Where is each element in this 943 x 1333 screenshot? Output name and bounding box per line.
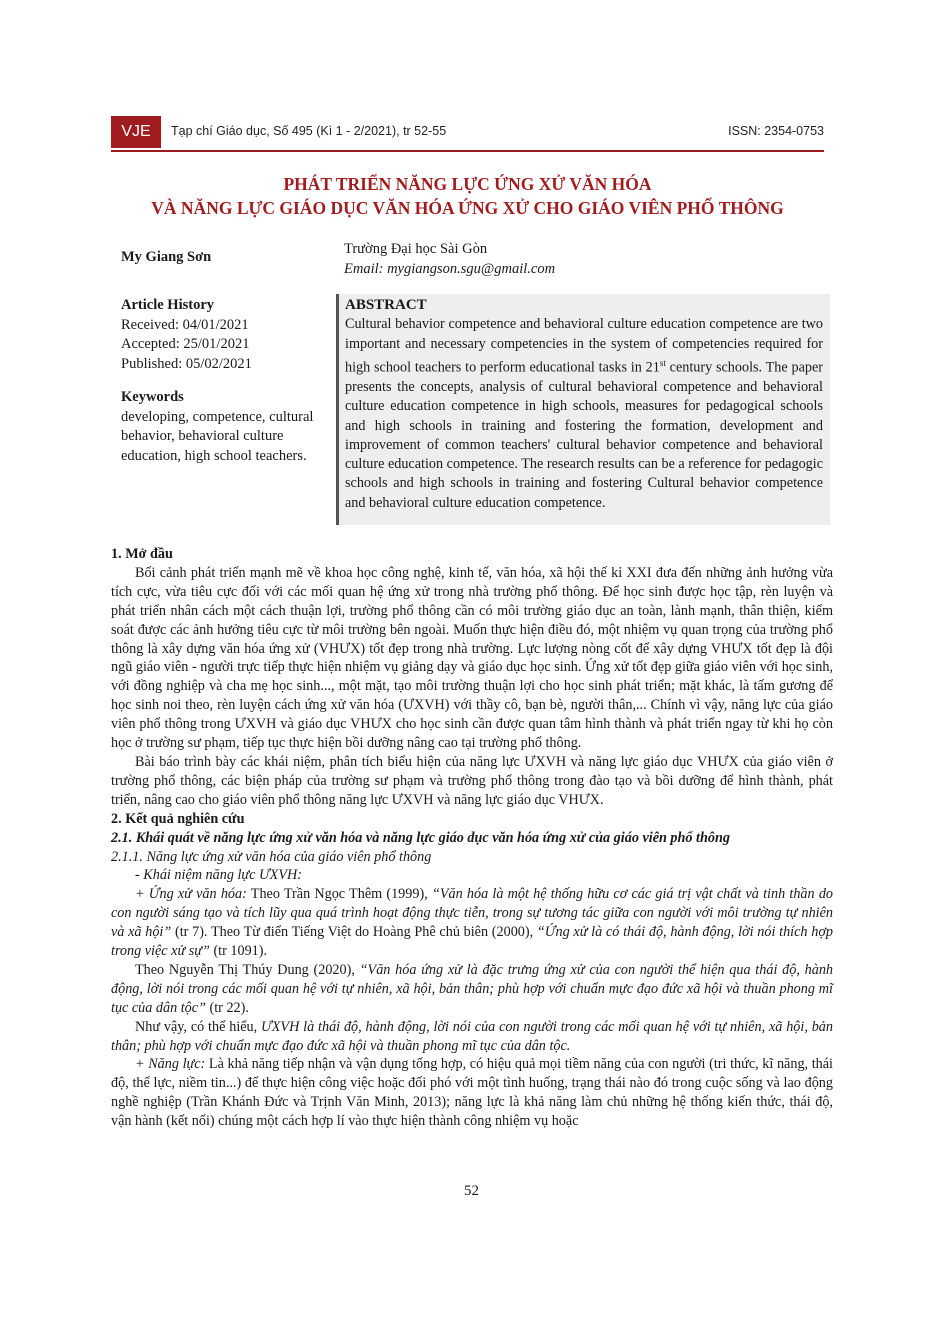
accepted-date: Accepted: 25/01/2021: [121, 336, 250, 352]
quote: “Ứng xử là có thái độ, hành động, lời nói thích hợp trong việc xử sự”: [111, 924, 833, 960]
subsection-heading: 2.1. Khái quát về năng lực ứng xử văn hóa và năng lực giáo dục văn hóa ứng xử của giáo viên phổ thông: [111, 829, 730, 846]
text: (tr 7). Theo Từ điển Tiếng Việt do Hoàng Phê chủ biên (2000),: [171, 924, 537, 941]
section-results-heading: 2. Kết quả nghiên cứu: [111, 810, 245, 827]
quote: “Văn hóa là một hệ thống hữu cơ các giá trị vật chất và tinh thần do con người sáng tạo và tích lũy qua quá trình hoạt động thực tiễn, trong sự tương tác giữa con người với môi trường tự nhiên và xã hội”: [111, 886, 834, 941]
page-header: [111, 116, 824, 150]
page-number: 52: [464, 1183, 479, 1199]
text: Là khả năng tiếp nhận và vận dụng tổng hợp, có hiệu quả mọi tiềm năng của con người (tri thức, kĩ năng, thái độ, thể lực, niềm tin...) để thực hiện công việc hoặc đối phó với một tình huống, trạng thái nào đó trong cuộc sống và lao động nghề nghiệp (Trần Khánh Đức và Trịnh Văn Minh, 2013); năng lực là khả năng làm chủ những hệ thống kiến thức, thái độ, vận hành (kết nối) chúng một cách hợp lí vào thực hiện thành công nhiệm vụ hoặc: [111, 1056, 833, 1130]
text: Theo Trần Ngọc Thêm (1999),: [246, 886, 432, 903]
article-body: [111, 545, 833, 1131]
text: Theo Nguyễn Thị Thúy Dung (2020),: [135, 961, 360, 978]
concept-line: - Khái niệm năng lực ƯXVH:: [135, 867, 302, 884]
section-intro-heading: 1. Mở đầu: [111, 546, 173, 562]
title-line-1: PHÁT TRIỂN NĂNG LỰC ỨNG XỬ VĂN HÓA: [283, 174, 652, 194]
paragraph: [111, 1055, 833, 1131]
abstract-text-b: century schools. The paper presents the concepts, analysis of cultural behavioral competence and behavioral culture education competence in high schools, measures for pedagogical schools and high schools in training and fostering the formation, development and improvement of common teachers' cultural behavior competence and behavioral culture education competence. The research results can be a reference for pedagogic schools and high schools in training and fostering Cultural behavior competence and behavioral culture education competence.: [345, 359, 823, 511]
journal-citation: Tạp chí Giáo dục, Số 495 (Kì 1 - 2/2021), tr 52-55: [171, 124, 447, 138]
published-date: Published: 05/02/2021: [121, 355, 252, 372]
abstract-sup: st: [659, 357, 666, 368]
journal-issn: ISSN: 2354-0753: [728, 124, 824, 138]
abstract-text-a: Cultural behavior competence and behavioral culture education competence are two important and necessary competencies in the system of competencies required for high school teachers to perform educational tasks in 21: [345, 316, 823, 376]
author-email: Email: mygiangson.sgu@gmail.com: [344, 261, 556, 277]
header-rule: [111, 150, 824, 152]
definition: ƯXVH là thái độ, hành động, lời nói của con người trong các mối quan hệ với tự nhiên, xã hội, bản thân; phù hợp với chuẩn mực đạo đức xã hội và thuần phong mĩ tục của dân tộc.: [111, 1018, 833, 1054]
abstract: [345, 296, 823, 513]
journal-logo: VJE: [111, 116, 161, 148]
paragraph: [111, 961, 833, 1018]
article-title: [111, 172, 824, 220]
author-affiliation: [344, 239, 555, 279]
title-line-2: VÀ NĂNG LỰC GIÁO DỤC VĂN HÓA ỨNG XỬ CHO GIÁO VIÊN PHỔ THÔNG: [151, 198, 784, 218]
paragraph: [111, 1018, 833, 1056]
affiliation: Trường Đại học Sài Gòn: [344, 241, 488, 257]
lead: + Ứng xử văn hóa:: [135, 886, 247, 903]
paragraph: Bối cảnh phát triển mạnh mẽ về khoa học công nghệ, kinh tế, văn hóa, xã hội thế kỉ XXI đưa đến những ảnh hưởng vừa tích cực, vừa tiêu cực đối với các mối quan hệ ứng xử trong nhà trường phổ thông. Để học sinh được học tập, rèn luyện và phát triển nhân cách một cách thuận lợi, trường phổ thông cần có môi trường giáo dục an toàn, lành mạnh, thân thiện, kiểm soát được các ảnh hưởng tiêu cực từ môi trường bên ngoài. Muốn thực hiện điều đó, một nhiệm vụ quan trọng của trường phổ thông là xây dựng văn hóa ứng xử (VHƯX) tốt đẹp trong nhà trường. Lực lượng nòng cốt để xây dựng VHƯX tốt đẹp là đội ngũ giáo viên - người trực tiếp thực hiện nhiệm vụ giảng dạy và giáo dục học sinh. Ứng xử tốt đẹp giữa giáo viên với học sinh, với đồng nghiệp và cha mẹ học sinh..., một mặt, tạo môi trường thuận lợi cho học sinh phát triển; mặt khác, là tấm gương để học sinh noi theo, rèn luyện cách ứng xử văn hóa (ƯXVH) với thầy cô, bạn bè, người thân,... Chính vì vậy, năng lực của giáo viên phổ thông trong ƯXVH và giáo dục VHƯX cho học sinh cần được quan tâm hình thành và phát triển ngay từ khi họ còn học ở trường sư phạm, tiếp tục thực hiện bồi dưỡng nâng cao tại trường phổ thông.: [111, 564, 833, 752]
abstract-rule: [336, 294, 339, 525]
text: (tr 22).: [205, 999, 249, 1016]
quote: “Văn hóa ứng xử là đặc trưng ứng xử của con người thể hiện qua thái độ, hành động, lời nói trong các mối quan hệ với tự nhiên, xã hội, bản thân; phù hợp với chuẩn mực đạo đức xã hội và thuần phong mĩ tục của dân tộc”: [111, 961, 834, 1016]
subsubsection-heading: 2.1.1. Năng lực ứng xử văn hóa của giáo viên phổ thông: [111, 848, 432, 865]
abstract-text: [345, 315, 823, 513]
article-history: [121, 296, 321, 466]
history-title: Article History: [121, 297, 215, 313]
text: (tr 1091).: [209, 943, 268, 960]
text: Như vậy, có thể hiểu,: [135, 1018, 262, 1035]
author-name: My Giang Sơn: [121, 249, 212, 265]
received-date: Received: 04/01/2021: [121, 316, 249, 333]
keywords-text: developing, competence, cultural behavior, behavioral culture education, high school teachers.: [121, 408, 314, 464]
abstract-title: ABSTRACT: [345, 297, 427, 313]
paragraph: Bài báo trình bày các khái niệm, phân tích biểu hiện của năng lực ƯXVH và năng lực giáo dục VHƯX của giáo viên ở trường phổ thông, các biện pháp của trường sư phạm và trường phổ thông trong đào tạo và bồi dưỡng để hình thành, phát triển, nâng cao cho giáo viên phổ thông năng lực ƯXVH và năng lực giáo dục VHƯX.: [111, 753, 833, 808]
lead: + Năng lực:: [135, 1056, 206, 1073]
paragraph: [111, 885, 833, 961]
keywords-title: Keywords: [121, 389, 184, 405]
